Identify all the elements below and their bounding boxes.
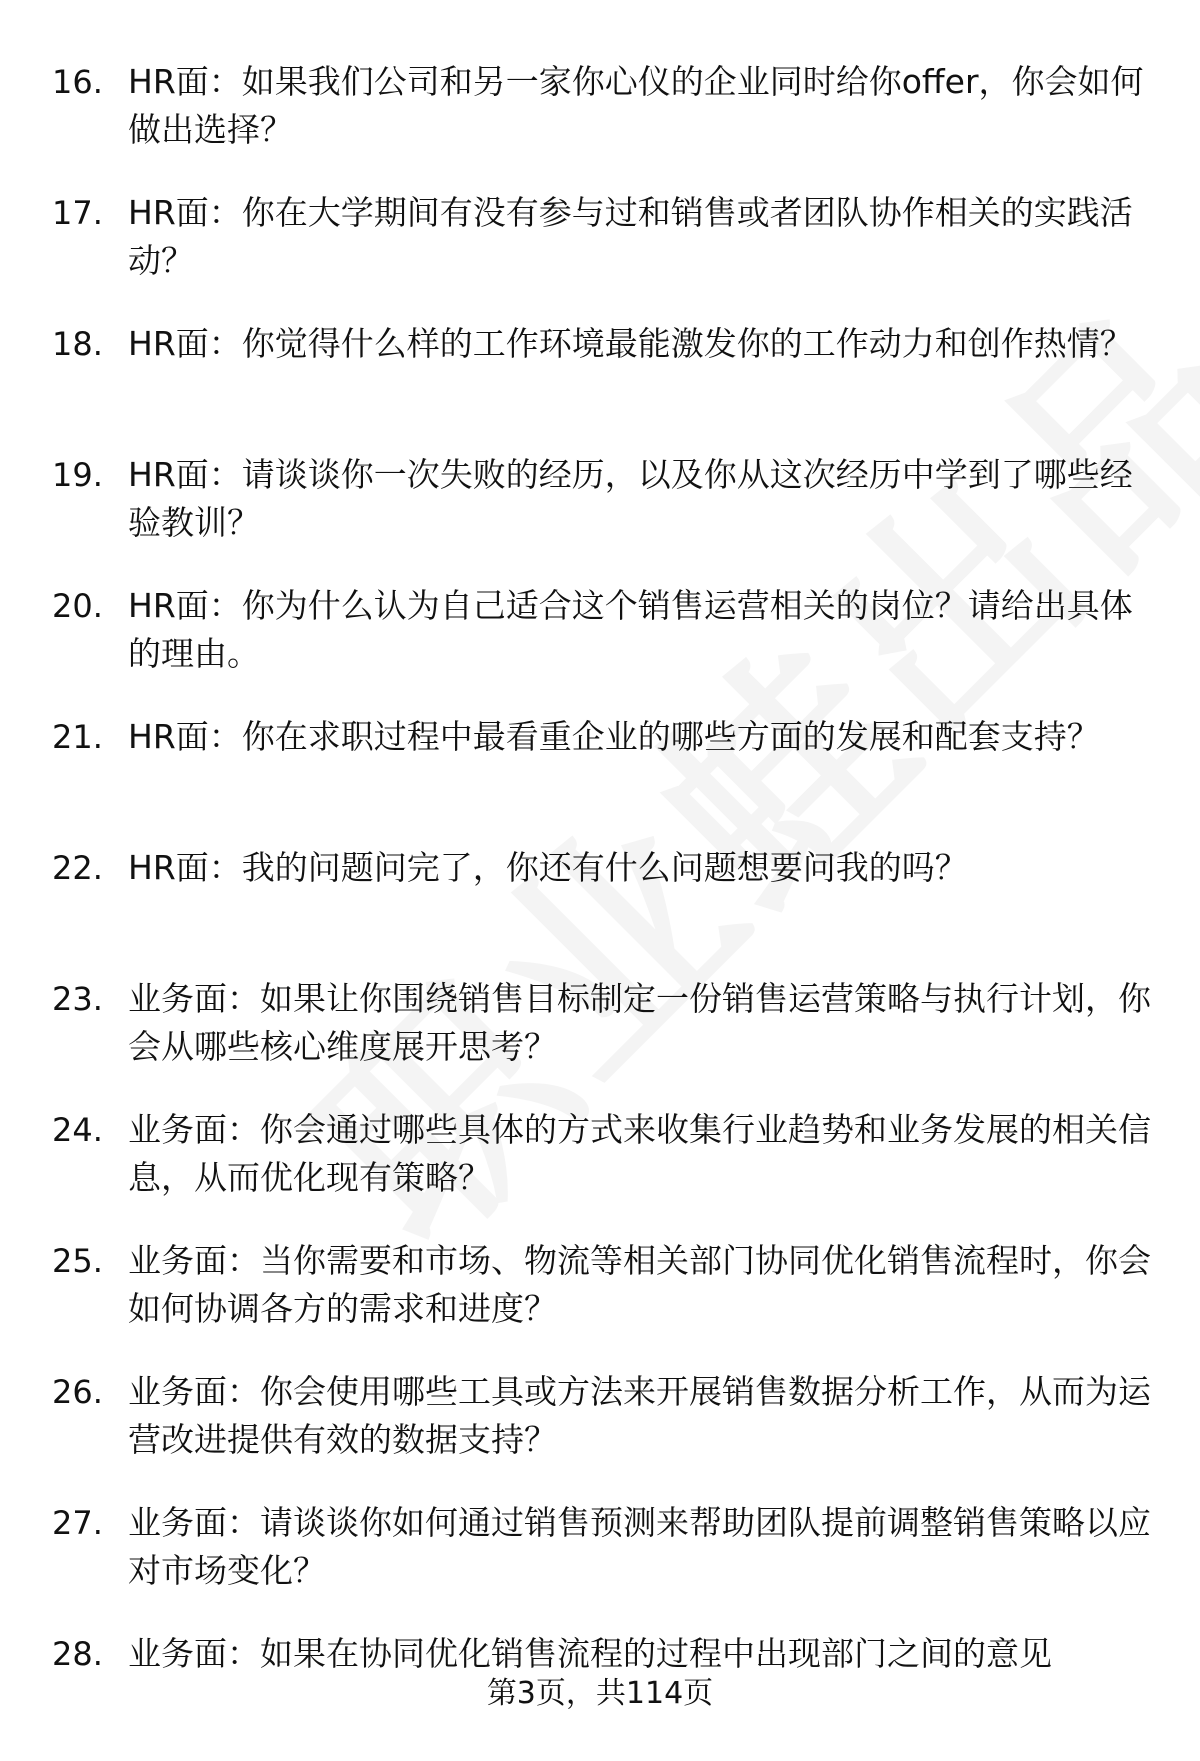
question-item-26 xyxy=(0,1368,1200,1499)
question-item-19 xyxy=(0,451,1200,582)
question-number: 25. xyxy=(52,1242,103,1280)
question-number: 18. xyxy=(52,325,103,363)
question-text: HR面：你觉得什么样的工作环境最能激发你的工作动力和创作热情？ xyxy=(128,324,1133,363)
question-item-27 xyxy=(0,1499,1200,1630)
question-text: HR面：你在求职过程中最看重企业的哪些方面的发展和配套支持？ xyxy=(128,717,1100,756)
question-number: 23. xyxy=(52,980,103,1018)
question-item-23 xyxy=(0,975,1200,1106)
question-text: 业务面：如果在协同优化销售流程的过程中出现部门之间的意见 xyxy=(128,1634,1052,1673)
question-item-21 xyxy=(0,713,1200,844)
question-text: 业务面：如果让你围绕销售目标制定一份销售运营策略与执行计划，你会从哪些核心维度展开思考？ xyxy=(128,979,1151,1066)
question-text: 业务面：你会使用哪些工具或方法来开展销售数据分析工作，从而为运营改进提供有效的数据支持？ xyxy=(128,1372,1151,1459)
question-text: 业务面：请谈谈你如何通过销售预测来帮助团队提前调整销售策略以应对市场变化？ xyxy=(128,1503,1151,1590)
question-list xyxy=(0,58,1200,1761)
question-number: 17. xyxy=(52,194,103,232)
question-number: 19. xyxy=(52,456,103,494)
question-number: 24. xyxy=(52,1111,103,1149)
question-item-22 xyxy=(0,844,1200,975)
question-item-18 xyxy=(0,320,1200,451)
question-number: 28. xyxy=(52,1635,103,1673)
question-text: HR面：你为什么认为自己适合这个销售运营相关的岗位？请给出具体的理由。 xyxy=(128,586,1133,673)
question-item-20 xyxy=(0,582,1200,713)
question-number: 20. xyxy=(52,587,103,625)
question-number: 27. xyxy=(52,1504,103,1542)
question-text: HR面：你在大学期间有没有参与过和销售或者团队协作相关的实践活动？ xyxy=(128,193,1133,280)
question-item-24 xyxy=(0,1106,1200,1237)
question-text: HR面：请谈谈你一次失败的经历，以及你从这次经历中学到了哪些经验教训？ xyxy=(128,455,1133,542)
question-number: 21. xyxy=(52,718,103,756)
question-text: HR面：如果我们公司和另一家你心仪的企业同时给你offer，你会如何做出选择？ xyxy=(128,62,1144,149)
question-number: 22. xyxy=(52,849,103,887)
question-item-16 xyxy=(0,58,1200,189)
question-number: 16. xyxy=(52,63,103,101)
question-number: 26. xyxy=(52,1373,103,1411)
question-item-17 xyxy=(0,189,1200,320)
page-number: 第3页，共114页 xyxy=(486,1676,714,1711)
question-text: 业务面：当你需要和市场、物流等相关部门协同优化销售流程时，你会如何协调各方的需求和进度？ xyxy=(128,1241,1151,1328)
question-item-25 xyxy=(0,1237,1200,1368)
question-text: HR面：我的问题问完了，你还有什么问题想要问我的吗？ xyxy=(128,848,968,887)
question-text: 业务面：你会通过哪些具体的方式来收集行业趋势和业务发展的相关信息，从而优化现有策略？ xyxy=(128,1110,1151,1197)
